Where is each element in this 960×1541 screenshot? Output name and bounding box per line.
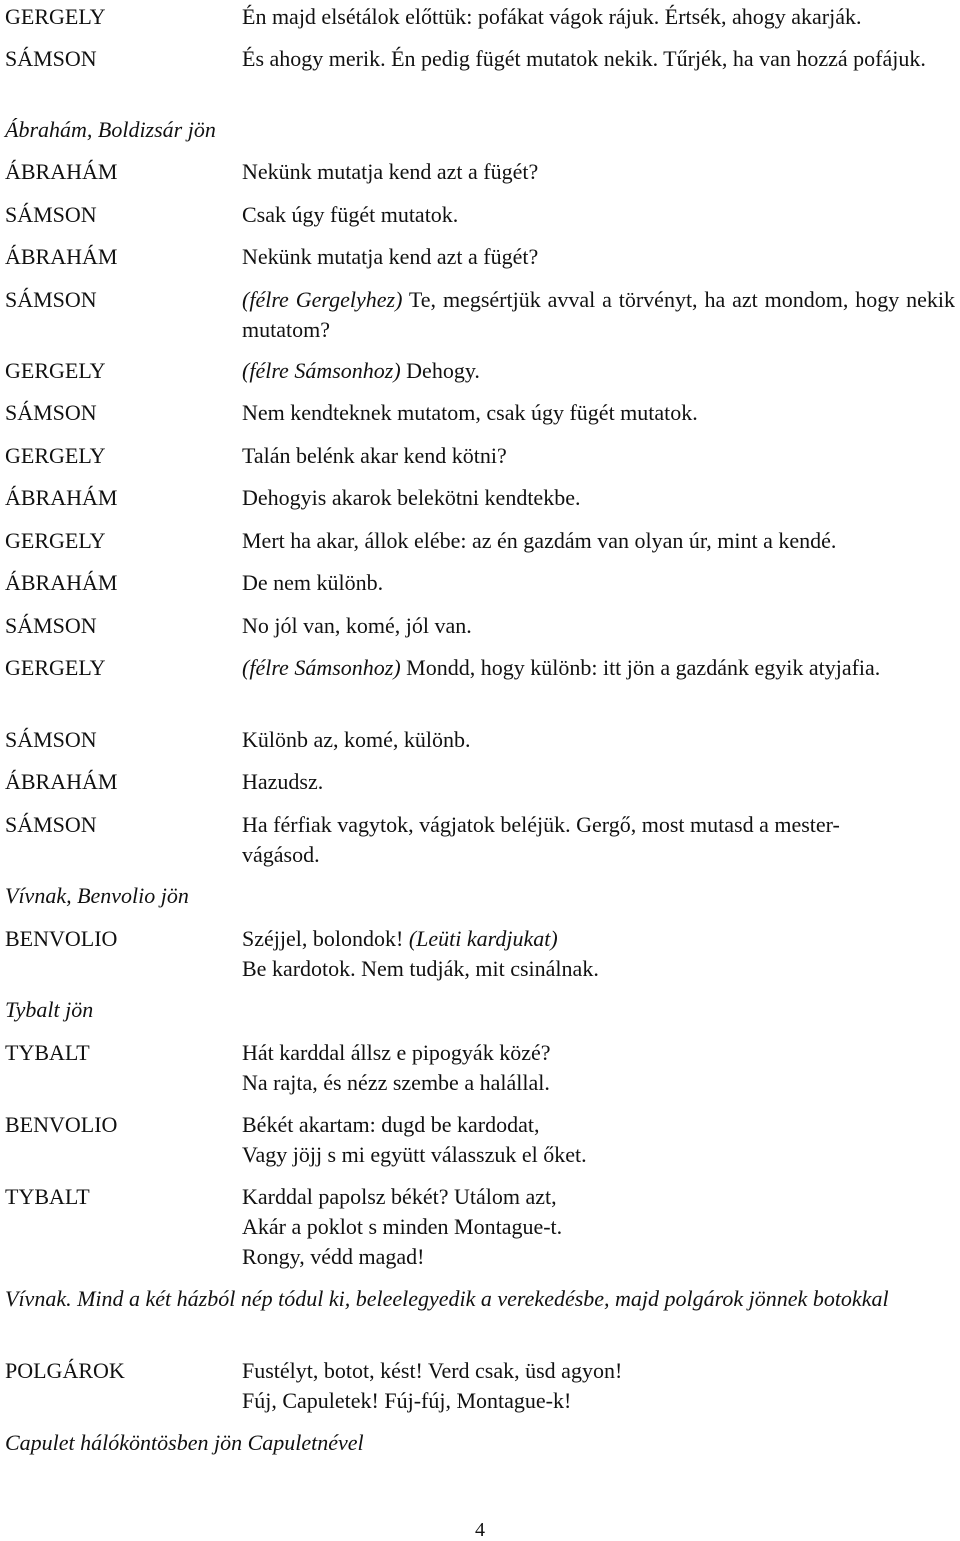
speaker-name: SÁMSON bbox=[5, 46, 97, 71]
speaker-name: GERGELY bbox=[5, 528, 106, 553]
speech-segment: Dehogyis akarok belekötni kendtekbe. bbox=[242, 485, 581, 510]
speech-text bbox=[242, 398, 955, 428]
verse-line: Békét akartam: dugd be kardodat, bbox=[242, 1112, 540, 1137]
aside-direction: (félre Sámsonhoz) bbox=[242, 358, 401, 383]
speaker-name: BENVOLIO bbox=[5, 1112, 118, 1137]
speaker-name: ÁBRAHÁM bbox=[5, 769, 118, 794]
speech-text bbox=[242, 285, 955, 345]
speech-segment: Dehogy. bbox=[400, 358, 480, 383]
stage-direction: Vívnak, Benvolio jön bbox=[5, 883, 189, 908]
speaker-name: ÁBRAHÁM bbox=[5, 485, 118, 510]
speech-segment: No jól van, komé, jól van. bbox=[242, 613, 472, 638]
speech-text bbox=[242, 568, 955, 598]
speech-text bbox=[242, 44, 955, 74]
speech-text bbox=[242, 810, 955, 870]
verse-line: Fustélyt, botot, kést! Verd csak, üsd agyon! bbox=[242, 1358, 623, 1383]
speech-text bbox=[242, 1110, 955, 1170]
speaker-name: POLGÁROK bbox=[5, 1358, 125, 1383]
speech-text bbox=[242, 200, 955, 230]
speech-segment: Csak úgy fügét mutatok. bbox=[242, 202, 459, 227]
speech-text bbox=[242, 441, 955, 471]
stage-direction: Ábrahám, Boldizsár jön bbox=[5, 117, 216, 142]
speech-text bbox=[242, 1356, 955, 1416]
verse-line: Na rajta, és nézz szembe a halállal. bbox=[242, 1070, 550, 1095]
speech-text bbox=[242, 611, 955, 641]
speaker-name: SÁMSON bbox=[5, 613, 97, 638]
speaker-name: SÁMSON bbox=[5, 727, 97, 752]
speech-text bbox=[242, 1038, 955, 1098]
speaker-name: TYBALT bbox=[5, 1184, 90, 1209]
speech-segment: Hazudsz. bbox=[242, 769, 324, 794]
verse-line: Akár a poklot s minden Montague-t. bbox=[242, 1214, 563, 1239]
speech-text bbox=[242, 653, 955, 683]
speech-text bbox=[242, 356, 955, 386]
speaker-name: ÁBRAHÁM bbox=[5, 159, 118, 184]
speech-segment: Széjjel, bolondok! bbox=[242, 926, 409, 951]
speech-segment: Nekünk mutatja kend azt a fügét? bbox=[242, 244, 539, 269]
speech-segment: Mondd, hogy különb: itt jön a gazdánk egyik atyjafia. bbox=[400, 655, 881, 680]
speech-text bbox=[242, 242, 955, 272]
speaker-name: TYBALT bbox=[5, 1040, 90, 1065]
speaker-name: SÁMSON bbox=[5, 287, 97, 312]
speech-text bbox=[242, 157, 955, 187]
speaker-name: GERGELY bbox=[5, 358, 106, 383]
verse-line: Vagy jöjj s mi együtt válasszuk el őket. bbox=[242, 1142, 587, 1167]
aside-direction: (Leüti kardjukat) bbox=[408, 926, 558, 951]
stage-direction: Capulet hálóköntösben jön Capuletnével bbox=[5, 1430, 364, 1455]
speech-line: vágásod. bbox=[242, 842, 320, 867]
speech-segment: Be kardotok. Nem tudják, mit csinálnak. bbox=[242, 956, 599, 981]
verse-line bbox=[242, 924, 955, 954]
speech-text bbox=[242, 725, 955, 755]
speech-segment: Különb az, komé, különb. bbox=[242, 727, 471, 752]
speaker-name: BENVOLIO bbox=[5, 926, 118, 951]
stage-direction: Tybalt jön bbox=[5, 997, 94, 1022]
verse-line bbox=[242, 954, 955, 984]
speech-text bbox=[242, 924, 955, 984]
speaker-name: SÁMSON bbox=[5, 812, 97, 837]
speech-segment: Talán belénk akar kend kötni? bbox=[242, 443, 507, 468]
speech-line: Ha férfiak vagytok, vágjatok beléjük. Gergő, most mutasd a mester- bbox=[242, 812, 840, 837]
speech-segment: Mert ha akar, állok elébe: az én gazdám van olyan úr, mint a kendé. bbox=[242, 528, 837, 553]
aside-direction: (félre Gergelyhez) bbox=[242, 287, 403, 312]
speech-text bbox=[242, 483, 955, 513]
speech-text bbox=[242, 526, 955, 556]
page-number: 4 bbox=[475, 1519, 485, 1541]
speaker-name: GERGELY bbox=[5, 655, 106, 680]
verse-line: Hát karddal állsz e pipogyák közé? bbox=[242, 1040, 551, 1065]
verse-line: Karddal papolsz békét? Utálom azt, bbox=[242, 1184, 557, 1209]
speech-segment: Én majd elsétálok előttük: pofákat vágok rájuk. Értsék, ahogy akarják. bbox=[242, 4, 862, 29]
speaker-name: GERGELY bbox=[5, 4, 106, 29]
speech-segment: És ahogy merik. Én pedig fügét mutatok nekik. Tűrjék, ha van hozzá pofájuk. bbox=[242, 46, 926, 71]
speech-segment: Nem kendteknek mutatom, csak úgy fügét mutatok. bbox=[242, 400, 698, 425]
verse-line: Rongy, védd magad! bbox=[242, 1244, 425, 1269]
speech-segment: Nekünk mutatja kend azt a fügét? bbox=[242, 159, 539, 184]
speech-text bbox=[242, 767, 955, 797]
aside-direction: (félre Sámsonhoz) bbox=[242, 655, 401, 680]
speech-segment: De nem különb. bbox=[242, 570, 384, 595]
speaker-name: SÁMSON bbox=[5, 202, 97, 227]
stage-direction: Vívnak. Mind a két házból nép tódul ki, beleelegyedik a verekedésbe, majd polgárok jönnek botokkal bbox=[5, 1286, 889, 1311]
verse-line: Fúj, Capuletek! Fúj-fúj, Montague-k! bbox=[242, 1388, 572, 1413]
speech-segment: Te, megsértjük avval a törvényt, ha azt mondom, hogy nekik mutatom? bbox=[242, 287, 955, 342]
speaker-name: ÁBRAHÁM bbox=[5, 570, 118, 595]
speaker-name: SÁMSON bbox=[5, 400, 97, 425]
speaker-name: ÁBRAHÁM bbox=[5, 244, 118, 269]
speaker-name: GERGELY bbox=[5, 443, 106, 468]
speech-text bbox=[242, 2, 955, 32]
speech-text bbox=[242, 1182, 955, 1272]
